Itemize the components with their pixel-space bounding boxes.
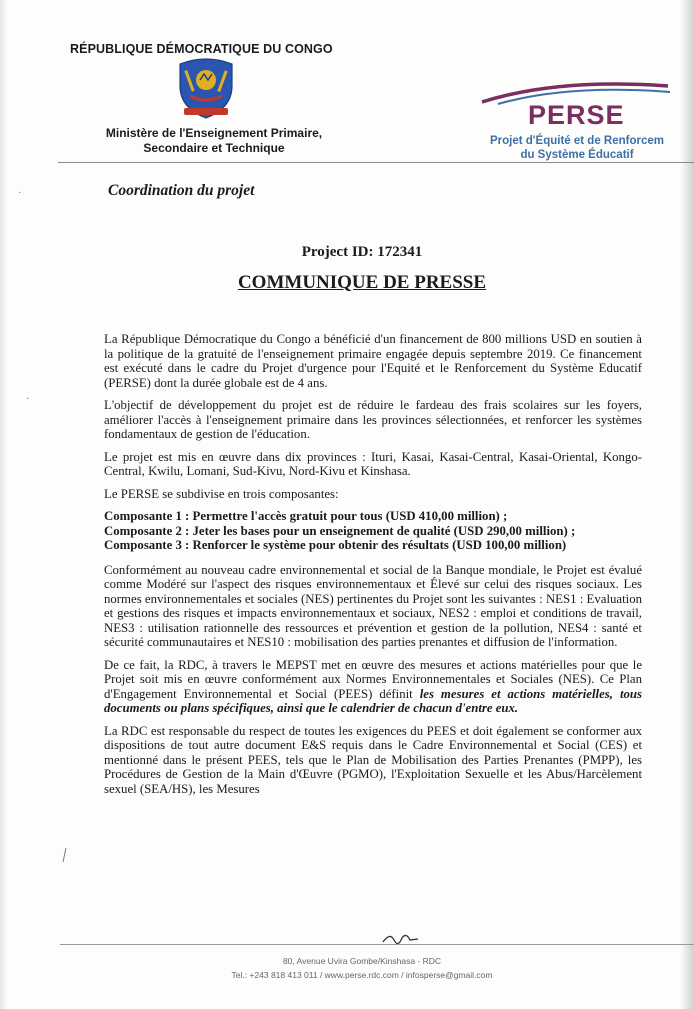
footer-divider xyxy=(60,944,694,945)
document-body xyxy=(104,332,642,804)
components-list xyxy=(104,509,642,553)
paragraph-rdc-responsibility: La RDC est responsable du respect de toutes les exigences du PEES et doit également se conformer aux dispositions de tout autre document E&S requis dans le Cadre Environnemental et Social (CES) et mentionné dans le présent PEES, tels que le Plan de Mobilisation des Parties Prenantes (PMPP), les Procédures de Gestion de la Main d'Œuvre (PGMO), l'Exploitation Sexuelle et les Abus/Harcèlement sexuel (SEA/HS), les Mesures xyxy=(104,723,642,796)
paragraph-components-intro: Le PERSE se subdivise en trois composantes: xyxy=(104,486,339,501)
component-item: Composante 3 : Renforcer le système pour obtenir des résultats (USD 100,00 million) xyxy=(104,538,567,552)
ministry-line-1: Ministère de l'Enseignement Primaire, xyxy=(105,126,323,140)
pees-emphasis: les mesures et actions matérielles, tous documents ou plans spécifiques, ainsi que le calendrier de chacun d'entre eux. xyxy=(104,686,642,715)
paragraph-financing: La République Démocratique du Congo a bénéficié d'un financement de 800 millions USD en soutien à la politique de la gratuité de l'enseignement primaire engagée depuis septembre 2019. Ce financement est exécuté dans le cadre du Projet d'urgence pour l'Equité et le Renforcement du Système Educatif (PERSE) dont la durée globale est de 4 ans. xyxy=(104,332,642,390)
coordination-heading: Coordination du projet xyxy=(108,182,255,199)
perse-subtitle-line-1: Projet d'Équité et de Renforcem xyxy=(490,135,664,147)
paragraph-provinces: Le projet est mis en œuvre dans dix provinces : Ituri, Kasai, Kasai-Central, Kasai-Oriental, Kongo-Central, Kwilu, Lomani, Sud-Kivu, Nord-Kivu et Kinshasa. xyxy=(104,449,642,478)
perse-subtitle xyxy=(460,134,694,162)
header-divider xyxy=(58,162,694,163)
project-id: Project ID: 172341 xyxy=(301,244,423,260)
footer-address: 80, Avenue Uvira Gombe/Kinshasa - RDC xyxy=(282,956,442,966)
signature-icon xyxy=(380,930,420,950)
scan-mark xyxy=(63,848,67,862)
component-item: Composante 1 : Permettre l'accès gratuit pour tous (USD 410,00 million) ; xyxy=(104,509,508,523)
press-release-title: COMMUNIQUE DE PRESSE xyxy=(237,272,487,293)
paragraph-pees xyxy=(104,658,642,716)
page-edge-shadow xyxy=(0,0,8,1009)
footer-contact: Tel.: +243 818 413 011 / www.perse.rdc.com / infosperse@gmail.com xyxy=(231,970,493,980)
republic-title: RÉPUBLIQUE DÉMOCRATIQUE DU CONGO xyxy=(70,42,333,56)
scan-mark: · xyxy=(18,188,22,199)
ministry-line-2: Secondaire et Technique xyxy=(143,141,285,155)
perse-subtitle-line-2: du Système Éducatif xyxy=(520,149,634,161)
drc-coat-of-arms-icon xyxy=(170,56,242,122)
component-item: Composante 2 : Jeter les bases pour un enseignement de qualité (USD 290,00 million) ; xyxy=(104,523,576,538)
perse-logo-text: PERSE xyxy=(528,100,625,130)
paragraph-objective: L'objectif de développement du projet est de réduire le fardeau des frais scolaires sur les foyers, améliorer l'accès à l'enseignement primaire dans les provinces sélectionnées, et renforcer les systèmes fondamentaux de gestion de l'éducation. xyxy=(104,398,642,441)
paragraph-environmental-framework: Conformément au nouveau cadre environnemental et social de la Banque mondiale, le Projet est évalué comme Modéré sur l'aspect des risques environnementaux et Élevé sur celui des risques sociaux. Les normes environnementales et sociales (NES) pertinentes du Projet sont les suivantes : NES1 : Evaluation et gestions des risques et impacts environnementaux et sociaux, NES2 : emploi et conditions de travail, NES3 : utilisation rationnelle des ressources et prévention et gestion de la pollution, NES4 : santé et sécurité communautaires et NES10 : mobilisation des parties prenantes et diffusion de l'information. xyxy=(104,562,642,649)
pees-text: De ce fait, la RDC, à travers le MEPST met en œuvre des mesures et actions matérielles pour que le Projet soit mis en œuvre conformément aux Normes Environnementales et Sociales (NES). Ce Plan d'Engagement Environnemental et Social (PEES) définit xyxy=(104,657,642,701)
ministry-name xyxy=(74,126,354,156)
scan-mark: · xyxy=(26,394,30,405)
